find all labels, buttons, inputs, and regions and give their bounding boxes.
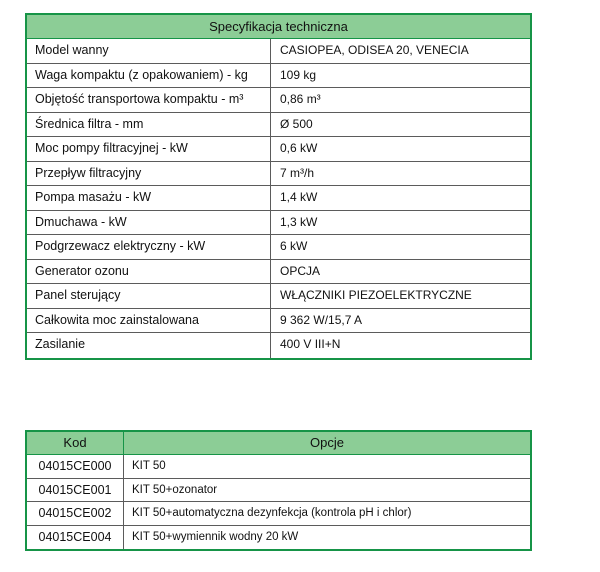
spec-row	[27, 309, 530, 334]
spec-row	[27, 64, 530, 89]
spec-row	[27, 284, 530, 309]
spec-label: Panel sterujący	[27, 284, 271, 308]
option-row	[27, 479, 530, 503]
spec-label: Podgrzewacz elektryczny - kW	[27, 235, 271, 259]
spec-label: Zasilanie	[27, 333, 271, 358]
spec-value: 1,4 kW	[280, 190, 318, 204]
spec-row	[27, 88, 530, 113]
spec-label: Generator ozonu	[27, 260, 271, 284]
spec-value: 0,6 kW	[280, 141, 318, 155]
spec-row	[27, 260, 530, 285]
spec-value: 400 V III+N	[280, 337, 341, 351]
spec-label: Pompa masażu - kW	[27, 186, 271, 210]
option-code: 04015CE004	[27, 526, 124, 550]
options-table-header	[27, 432, 530, 455]
spec-value: 6 kW	[280, 239, 308, 253]
spec-label: Całkowita moc zainstalowana	[27, 309, 271, 333]
option-description: KIT 50	[132, 460, 166, 472]
spec-row	[27, 39, 530, 64]
spec-row	[27, 235, 530, 260]
spec-row	[27, 113, 530, 138]
option-code: 04015CE001	[27, 479, 124, 502]
spec-label: Moc pompy filtracyjnej - kW	[27, 137, 271, 161]
spec-label: Średnica filtra - mm	[27, 113, 271, 137]
option-row	[27, 526, 530, 550]
spec-value: OPCJA	[280, 263, 321, 278]
option-row	[27, 455, 530, 479]
spec-table-title: Specyfikacja techniczna	[27, 15, 530, 39]
options-table	[25, 430, 532, 551]
option-description: KIT 50+ozonator	[132, 483, 218, 496]
option-description: KIT 50+wymiennik wodny 20 kW	[132, 530, 299, 543]
spec-label: Objętość transportowa kompaktu - m³	[27, 88, 271, 112]
spec-value: 7 m³/h	[280, 165, 315, 180]
spec-row	[27, 186, 530, 211]
spec-label: Model wanny	[27, 39, 271, 63]
spec-row	[27, 137, 530, 162]
option-row	[27, 502, 530, 526]
spec-row	[27, 162, 530, 187]
option-code: 04015CE000	[27, 455, 124, 478]
spec-value: 9 362 W/15,7 A	[280, 312, 363, 327]
option-code: 04015CE002	[27, 502, 124, 525]
option-description: KIT 50+automatyczna dezynfekcja (kontrola pH i chlor)	[132, 507, 412, 519]
spec-value: WŁĄCZNIKI PIEZOELEKTRYCZNE	[280, 288, 472, 302]
spec-value: 1,3 kW	[280, 214, 318, 229]
spec-row	[27, 333, 530, 358]
spec-table	[25, 13, 532, 360]
spec-value: CASIOPEA, ODISEA 20, VENECIA	[280, 43, 469, 57]
spec-value: Ø 500	[280, 116, 313, 131]
spec-label: Przepływ filtracyjny	[27, 162, 271, 186]
spec-value: 0,86 m³	[280, 92, 321, 106]
code-column-header: Kod	[27, 432, 124, 454]
spec-value: 109 kg	[280, 67, 317, 82]
spec-label: Dmuchawa - kW	[27, 211, 271, 235]
spec-label: Waga kompaktu (z opakowaniem) - kg	[27, 64, 271, 88]
spec-row	[27, 211, 530, 236]
options-column-header: Opcje	[310, 435, 344, 450]
